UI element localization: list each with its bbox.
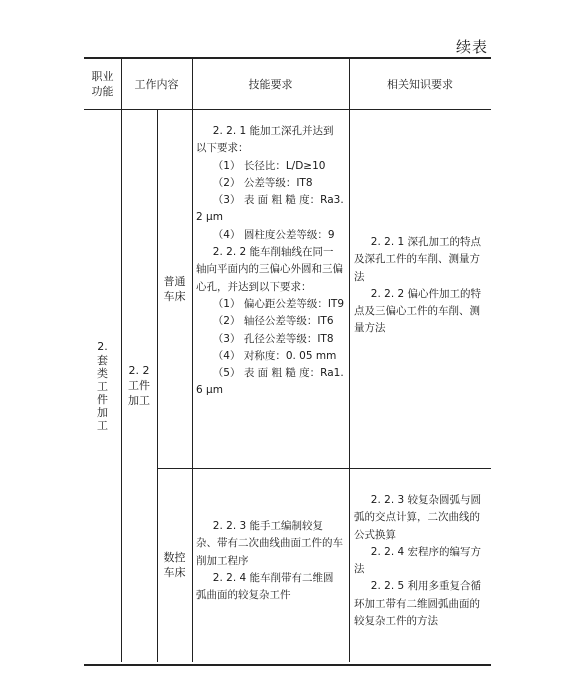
header-knowledge-requirements: 相关知识要求 [387,77,453,91]
col-divider [349,59,350,662]
knowledge-requirements-cell [354,492,486,630]
knowledge-item: 2. 2. 3 较复杂圆弧与圆弧的交点计算，二次曲线的公式换算 [354,494,482,541]
machine-type-cell [157,468,192,662]
skill-requirements-cell [196,518,344,604]
skill-item: （3） 表 面 粗 糙 度：Ra3. 2 μm [196,194,344,224]
machine-type-line2: 车床 [163,289,186,303]
job-function-number: 2. [97,340,108,353]
header-job-function-line2: 功能 [91,85,114,98]
skill-item: （5） 表 面 粗 糙 度：Ra1. 6 μm [196,367,344,397]
work-content-number: 2. 2 [128,364,150,377]
col-divider [192,59,193,662]
header-job-function-line1: 职业 [91,70,114,83]
skill-item: 2. 2. 4 能车削带有二维圆弧曲面的较复杂工件 [196,571,334,602]
job-function-cell [84,109,121,662]
skill-item: （1） 长径比：L/D≥10 [212,159,326,172]
machine-type-line2: 车床 [163,566,186,579]
skill-item: （2） 公差等级：IT8 [212,176,313,189]
header-work-content: 工作内容 [134,77,179,91]
knowledge-requirements-cell [354,234,486,338]
header-skill-requirements: 技能要求 [248,77,293,91]
skill-item: 2. 2. 2 能车削轴线在同一轴向平面内的三偏心外圆和三偏心孔，并达到以下要求： [196,246,343,293]
skill-item: 2. 2. 3 能手工编制较复杂、带有二次曲线曲面工件的车削加工程序 [196,520,343,567]
skill-item: （4） 对称度：0. 05 mm [212,349,337,362]
work-content-name-line1: 工件 [128,379,150,392]
knowledge-item: 2. 2. 2 偏心件加工的特点及三偏心工件的车削、测量方法 [354,287,482,335]
requirements-table [84,57,491,666]
skill-item: （1） 偏心距公差等级：IT9 [212,297,345,310]
row-divider [157,468,491,469]
machine-type-cell [157,109,192,468]
skill-item: （4） 圆柱度公差等级：9 [212,228,335,241]
skill-item: （3） 孔径公差等级：IT8 [212,332,334,345]
machine-type-line1: 数控 [163,551,186,564]
machine-type-line1: 普通 [163,274,186,288]
work-content-name-line2: 加工 [128,394,150,407]
continued-label: 续表 [456,38,489,56]
skill-item: 2. 2. 1 能加工深孔并达到以下要求： [196,125,334,155]
skill-item: （2） 轴径公差等级：IT6 [212,315,334,328]
knowledge-item: 2. 2. 5 利用多重复合循环加工带有二维圆弧曲面的较复杂工件的方法 [354,580,482,628]
skill-requirements-cell [196,123,344,400]
job-function-name: 套类工件加工 [97,354,108,432]
knowledge-item: 2. 2. 1 深孔加工的特点及深孔工件的车削、测量方法 [354,236,482,283]
knowledge-item: 2. 2. 4 宏程序的编写方法 [354,545,482,576]
work-content-cell [121,109,157,662]
header-job-function [84,59,121,109]
